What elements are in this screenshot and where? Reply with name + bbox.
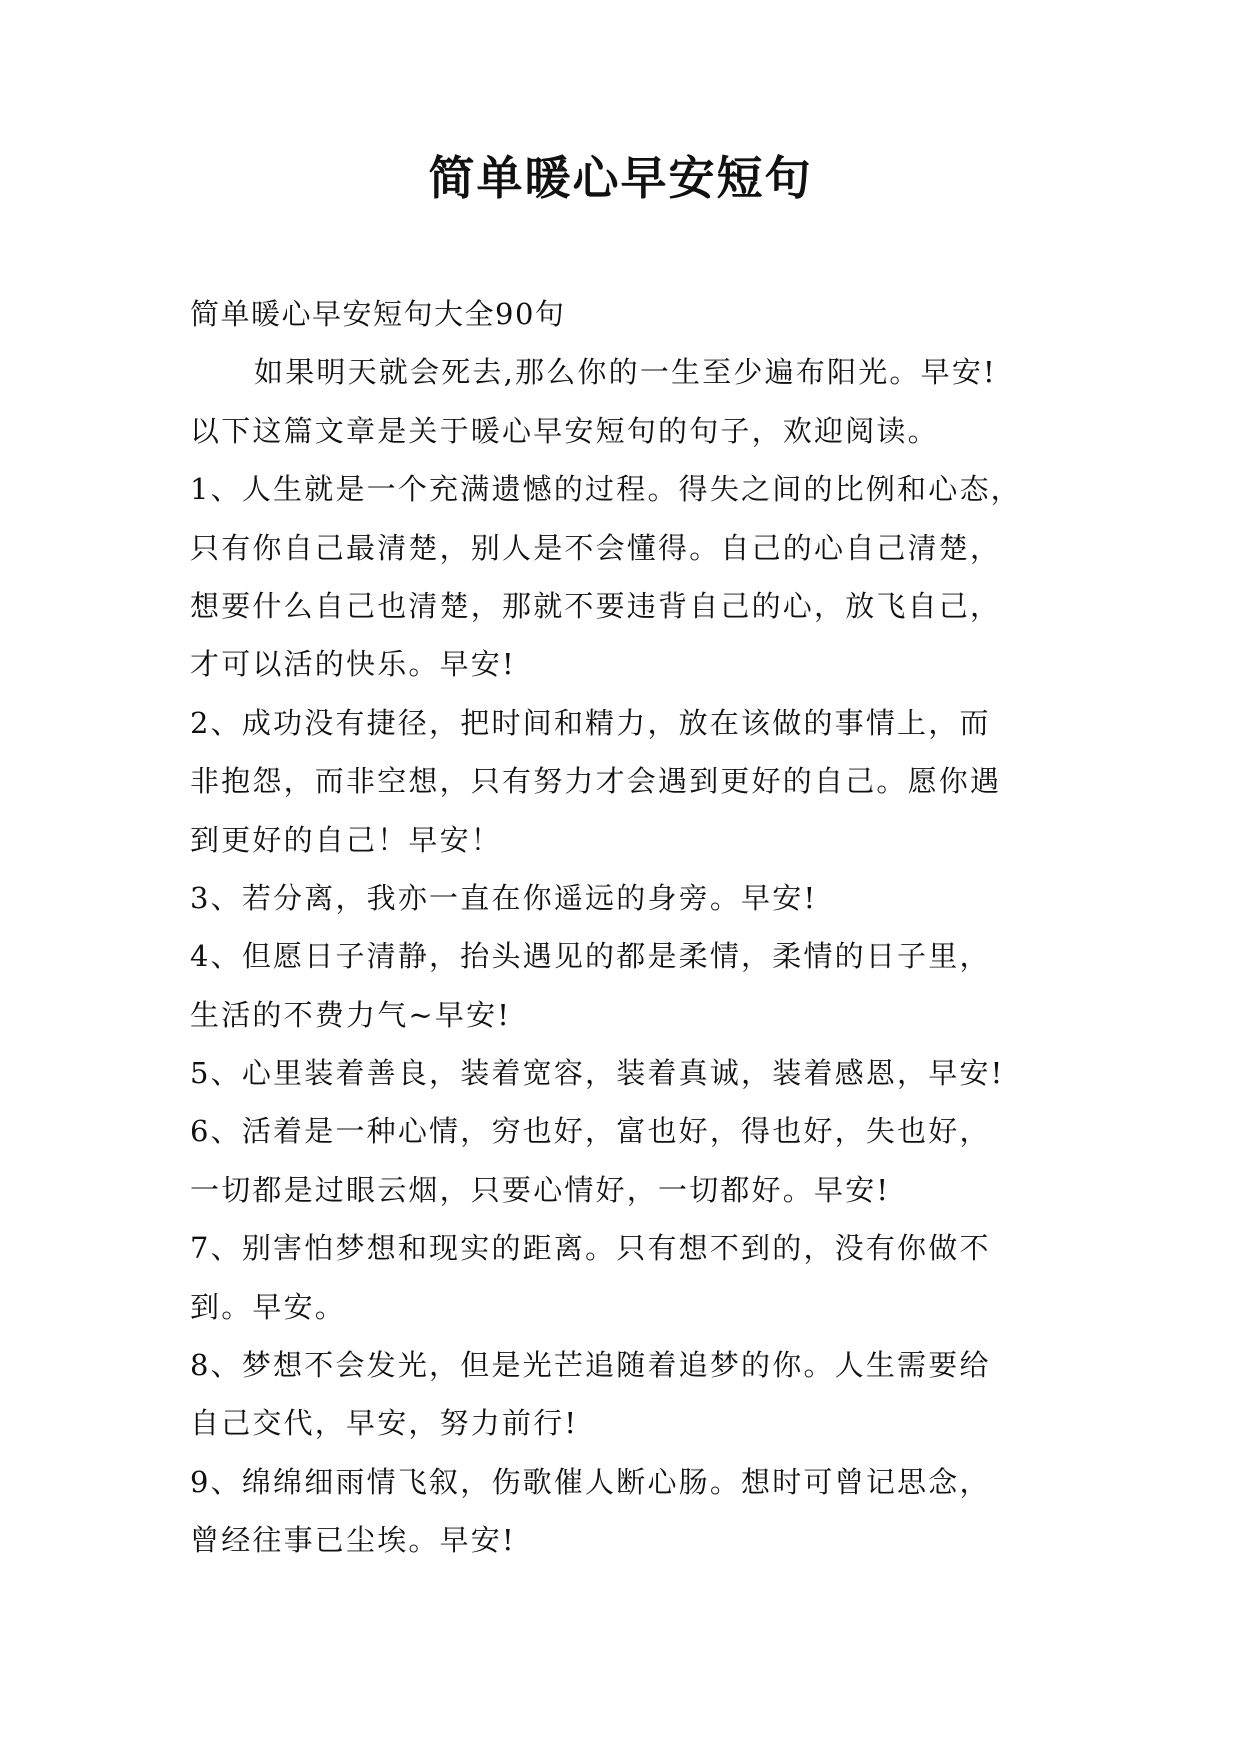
paragraph-line: 到。早安。 bbox=[190, 1289, 347, 1324]
subtitle-line: 简单暖心早安短句大全90句 bbox=[190, 297, 566, 331]
paragraph-line: 8、梦想不会发光，但是光芒追随着追梦的你。人生需要给 bbox=[190, 1348, 991, 1383]
paragraph-line: 到更好的自己！早安！ bbox=[190, 822, 503, 857]
paragraph-line: 9、绵绵细雨情飞叙，伤歌催人断心肠。想时可曾记思念， bbox=[190, 1464, 991, 1499]
paragraph-line: 非抱怨，而非空想，只有努力才会遇到更好的自己。愿你遇 bbox=[190, 764, 1002, 799]
intro-line: 以下这篇文章是关于暖心早安短句的句子，欢迎阅读。 bbox=[190, 413, 939, 448]
paragraph-line: 自己交代，早安，努力前行! bbox=[190, 1406, 579, 1441]
paragraph-line: 4、但愿日子清静，抬头遇见的都是柔情，柔情的日子里， bbox=[190, 939, 991, 974]
paragraph-line: 曾经往事已尘埃。早安! bbox=[190, 1523, 516, 1558]
paragraph-line: 只有你自己最清楚，别人是不会懂得。自己的心自己清楚， bbox=[190, 530, 1002, 565]
paragraph-line: 想要什么自己也清楚，那就不要违背自己的心，放飞自己， bbox=[190, 588, 1002, 623]
paragraph-line: 2、成功没有捷径，把时间和精力，放在该做的事情上，而 bbox=[190, 705, 991, 740]
paragraph-line: 一切都是过眼云烟，只要心情好，一切都好。早安! bbox=[190, 1172, 891, 1207]
paragraph-line: 6、活着是一种心情，穷也好，富也好，得也好，失也好， bbox=[190, 1114, 991, 1149]
paragraph-line: 才可以活的快乐。早安! bbox=[190, 647, 516, 682]
paragraph-line: 3、若分离，我亦一直在你遥远的身旁。早安! bbox=[190, 880, 818, 915]
document-title: 简单暖心早安短句 bbox=[428, 151, 813, 205]
intro-line: 如果明天就会死去,那么你的一生至少遍布阳光。早安! bbox=[254, 355, 997, 390]
paragraph-line: 1、人生就是一个充满遗憾的过程。得失之间的比例和心态， bbox=[190, 472, 1022, 507]
document-body bbox=[190, 285, 1090, 1570]
paragraph-line: 5、心里装着善良，装着宽容，装着真诚，装着感恩，早安! bbox=[190, 1056, 1005, 1091]
paragraph-line: 生活的不费力气~早安! bbox=[190, 997, 512, 1032]
paragraph-line: 7、别害怕梦想和现实的距离。只有想不到的，没有你做不 bbox=[190, 1231, 991, 1266]
